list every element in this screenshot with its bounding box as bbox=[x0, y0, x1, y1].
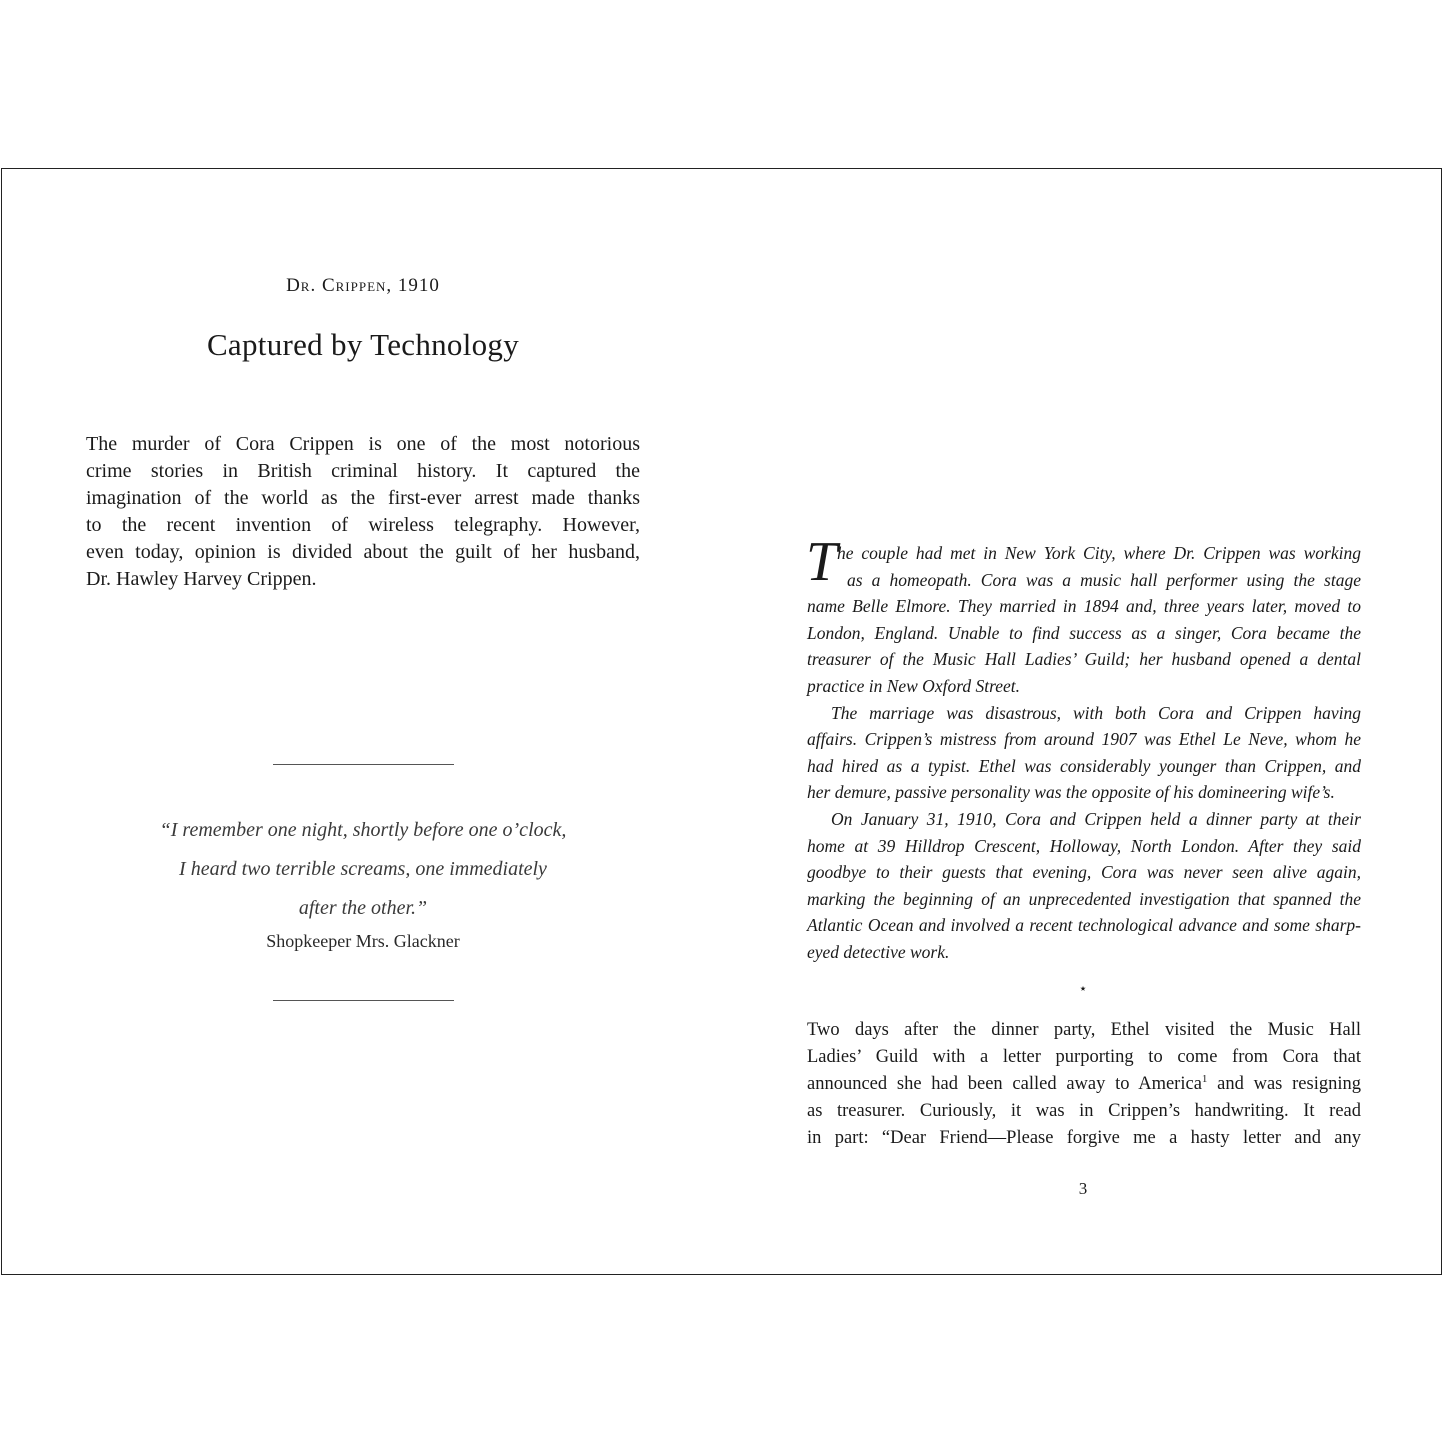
body-line-part: announced she had been called away to America bbox=[807, 1074, 1202, 1094]
body-line: Ladies’ Guild with a letter purporting to come from Cora that bbox=[807, 1047, 1361, 1067]
intro-line: even today, opinion is divided about the guilt of her husband, bbox=[86, 541, 640, 563]
chapter-title: Captured by Technology bbox=[206, 327, 520, 362]
right-page bbox=[722, 169, 1442, 1274]
story-paragraphs bbox=[806, 531, 1361, 966]
intro-line: crime stories in British criminal history. It captured the bbox=[86, 460, 640, 482]
story-line: as a homeopath. Cora was a music hall performer using the stage bbox=[847, 569, 1361, 590]
page-number: 3 bbox=[1078, 1179, 1088, 1198]
body-line: Two days after the dinner party, Ethel visited the Music Hall bbox=[807, 1020, 1361, 1040]
section-separator-star: ⋆ bbox=[1078, 982, 1088, 997]
story-line: he couple had met in New York City, where Dr. Crippen was working bbox=[837, 543, 1361, 563]
story-line: Atlantic Ocean and involved a recent technological advance and some sharp- bbox=[807, 915, 1361, 936]
intro-line: Dr. Hawley Harvey Crippen. bbox=[86, 568, 317, 590]
intro-paragraph bbox=[86, 431, 640, 593]
story-line: practice in New Oxford Street. bbox=[807, 675, 1021, 696]
story-line: eyed detective work. bbox=[807, 941, 950, 962]
story-line: had hired as a typist. Ethel was considerably younger than Crippen, and bbox=[807, 755, 1361, 776]
chapter-label: Dr. Crippen, 1910 bbox=[286, 275, 440, 296]
body-line: as treasurer. Curiously, it was in Crippen’s handwriting. It read bbox=[807, 1101, 1361, 1121]
story-line: marking the beginning of an unprecedented investigation that spanned the bbox=[807, 888, 1361, 909]
quote-attribution: Shopkeeper Mrs. Glackner bbox=[266, 931, 460, 951]
left-page bbox=[2, 169, 722, 1274]
body-paragraph bbox=[807, 1017, 1361, 1152]
quote-line: I heard two terrible screams, one immediately bbox=[179, 858, 547, 880]
story-line: goodbye to their guests that evening, Cora was never seen alive again, bbox=[807, 862, 1361, 883]
body-line: in part: “Dear Friend—Please forgive me a hasty letter and any bbox=[807, 1128, 1361, 1148]
body-line bbox=[807, 1071, 1361, 1098]
quote-rule-top bbox=[273, 764, 454, 765]
intro-line: to the recent invention of wireless telegraphy. However, bbox=[86, 514, 640, 536]
story-line: On January 31, 1910, Cora and Crippen held a dinner party at their bbox=[831, 808, 1361, 829]
intro-line: The murder of Cora Crippen is one of the most notorious bbox=[86, 433, 640, 455]
quote-line: “I remember one night, shortly before one o’clock, bbox=[159, 819, 567, 841]
intro-line: imagination of the world as the first-ever arrest made thanks bbox=[86, 487, 640, 509]
story-line: home at 39 Hilldrop Crescent, Holloway, North London. After they said bbox=[807, 835, 1361, 856]
body-line-part: and was resigning bbox=[1217, 1074, 1361, 1094]
pull-quote bbox=[102, 811, 624, 928]
story-line: name Belle Elmore. They married in 1894 and, three years later, moved to bbox=[807, 596, 1361, 617]
story-line: treasurer of the Music Hall Ladies’ Guild; her husband opened a dental bbox=[807, 649, 1361, 670]
quote-line: after the other.” bbox=[298, 897, 428, 919]
quote-rule-bottom bbox=[273, 1000, 454, 1001]
footnote-marker[interactable]: 1 bbox=[1201, 1072, 1208, 1085]
drop-cap: T bbox=[806, 531, 838, 593]
book-spread bbox=[1, 168, 1442, 1275]
story-line: affairs. Crippen’s mistress from around 1907 was Ethel Le Neve, whom he bbox=[807, 729, 1361, 750]
story-line: her demure, passive personality was the opposite of his domineering wife’s. bbox=[807, 782, 1335, 803]
story-line: London, England. Unable to find success as a singer, Cora became the bbox=[807, 622, 1361, 643]
story-line: The marriage was disastrous, with both Cora and Crippen having bbox=[831, 702, 1361, 723]
